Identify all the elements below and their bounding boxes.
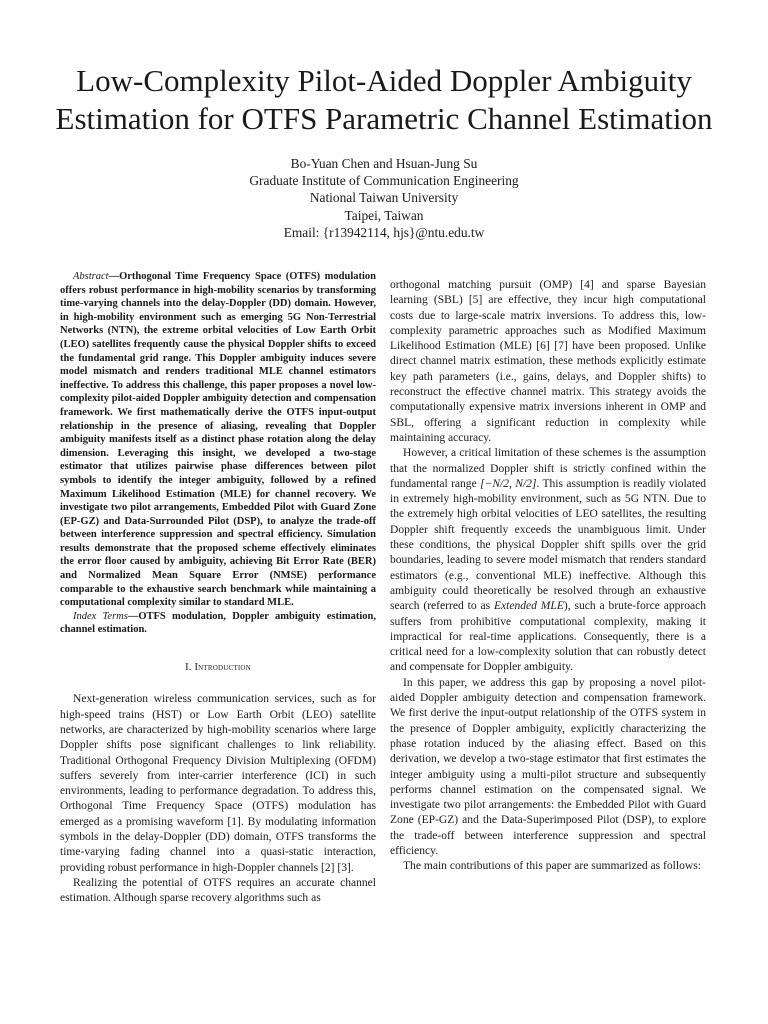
abstract-text: Orthogonal Time Frequency Space (OTFS) modulation offers robust performance in high-mobility scenarios by transforming time-varying channels into the delay-Doppler (DD) domain. However, in high-mobility environment such as emerging 5G Non-Terrestrial Networks (NTN), the extreme orbital velocities of Low Earth Orbit (LEO) satellites frequently cause the physical Doppler shifts to exceed the fundamental grid range. This Doppler ambiguity induces severe model mismatch and renders traditional MLE channel estimators ineffective. To address this challenge, this paper proposes a novel low-complexity pilot-aided Doppler ambiguity detection and compensation framework. We first mathematically derive the OTFS input-output relationship in the presence of aliasing, revealing that Doppler ambiguity manifests itself as a distinct phase rotation along the delay dimension. Leveraging this insight, we developed a two-stage estimator that utilizes pairwise phase differences between pilot symbols to identify the integer ambiguity, followed by a refined Maximum Likelihood Estimation (MLE) for channel recovery. We investigate two pilot arrangements, Embedded Pilot with Guard Zone (EP-GZ) and Data-Surrounded Pilot (DSP), to analyze the trade-off between interference suppression and spectral efficiency. Simulation results demonstrate that the proposed scheme effectively eliminates the error floor caused by ambiguity, achieving Bit Error Rate (BER) and Normalized Mean Square Error (NMSE) performance comparable to the exhaustive search benchmark while maintaining a computational complexity similar to standard MLE.: [60, 271, 376, 609]
paper-title: Low-Complexity Pilot-Aided Doppler Ambiguity Estimation for OTFS Parametric Channel Estimation: [55, 63, 713, 136]
abstract: [60, 270, 376, 610]
doppler-range-math: [−N/2, N/2]: [480, 477, 537, 490]
index-terms-dash: —: [127, 610, 139, 622]
right-paragraph-1: orthogonal matching pursuit (OMP) [4] and sparse Bayesian learning (SBL) [5] are effective, they incur high computational costs due to large-scale matrix inversions. To address this, low-complexity parametric approaches such as Modified Maximum Likelihood Estimation (MLE) [6] [7] have been proposed. Unlike direct channel matrix estimation, these methods explicitly estimate key path parameters (i.e., gains, delays, and Doppler shifts) to reconstruct the effective channel matrix. This strategy avoids the computationally expensive matrix inversions inherent in OMP and SBL, offering a significant reduction in complexity while maintaining accuracy.: [390, 279, 706, 444]
author-block: [84, 155, 684, 241]
abstract-dash: —: [108, 271, 120, 282]
index-terms-text: OTFS modulation, Doppler ambiguity estimation, channel estimation.: [60, 610, 377, 636]
paragraph-2-text-a: However, a critical limitation of these schemes is the assumption that the normalized Doppler shift is strictly confined within the fundamental range: [390, 447, 706, 490]
affiliation-line-2: National Taiwan University: [309, 190, 459, 206]
paragraph-2-text-c: ), such a brute-force approach suffers from prohibitive computational complexity, making it impractical for real-time applications. Consequently, there is a critical need for a low-complexity solution that can robustly detect and compensate for Doppler ambiguity.: [390, 600, 707, 674]
author-names: Bo-Yuan Chen and Hsuan-Jung Su: [290, 156, 478, 171]
author-email: Email: {r13942114, hjs}@ntu.edu.tw: [283, 224, 485, 240]
intro-paragraph-2: Realizing the potential of OTFS requires an accurate channel estimation. Although sparse recovery algorithms such as: [60, 876, 376, 905]
right-paragraph-3: In this paper, we address this gap by proposing a novel pilot-aided Doppler ambiguity detection and compensation framework. We first derive the input-output relationship of the OTFS system in the presence of Doppler ambiguity, explicitly characterizing the phase rotation induced by the aliasing effect. Based on this derivation, we develop a two-stage estimator that first estimates the integer ambiguity using a multi-pilot structure and subsequently performs channel estimation on the compensated signal. We investigate two pilot arrangements: the Embedded Pilot with Guard Zone (EP-GZ) and the Data-Superimposed Pilot (DSP), to explore the trade-off between interference suppression and spectral efficiency.: [390, 676, 706, 857]
section-heading-introduction: I. Introduction: [185, 662, 251, 674]
abstract-label: Abstract: [73, 271, 109, 282]
affiliation-line-1: Graduate Institute of Communication Engineering: [249, 173, 519, 189]
index-terms: [60, 610, 376, 637]
right-paragraph-4: The main contributions of this paper are summarized as follows:: [403, 860, 701, 873]
affiliation-line-3: Taipei, Taiwan: [344, 207, 424, 223]
index-terms-label: Index Terms: [73, 610, 128, 622]
right-column: [390, 278, 706, 875]
extended-mle-term: Extended MLE: [493, 600, 564, 613]
intro-paragraph-1: Next-generation wireless communication services, such as for high-speed trains (HST) or Low Earth Orbit (LEO) satellite networks, are characterized by high-mobility scenarios where large Doppler shifts pose significant challenges to link reliability. Traditional Orthogonal Frequency Division Multiplexing (OFDM) suffers severely from inter-carrier interference (ICI) in such environments, leading to performance degradation. To address this, Orthogonal Time Frequency Space (OTFS) modulation has emerged as a promising waveform [1]. By modulating information symbols in the delay-Doppler (DD) domain, OTFS transforms the time-varying fading channel into a quasi-static interaction, providing robust performance in high-Doppler channels [2] [3].: [60, 693, 376, 874]
paragraph-2-text-b: . This assumption is readily violated in extremely high-mobility environment, such as 5G NTN. Due to the extremely high orbital velocities of LEO satellites, the resulting Doppler shift frequently exceeds the unambiguous limit. Under these conditions, the physical Doppler shift spills over the grid boundaries, leading to severe model mismatch that renders standard estimators (e.g., conventional MLE) ineffective. Although this ambiguity could theoretically be resolved through an exhaustive search (referred to as: [390, 477, 706, 613]
right-paragraph-2: [390, 446, 706, 675]
left-column: [60, 270, 376, 906]
